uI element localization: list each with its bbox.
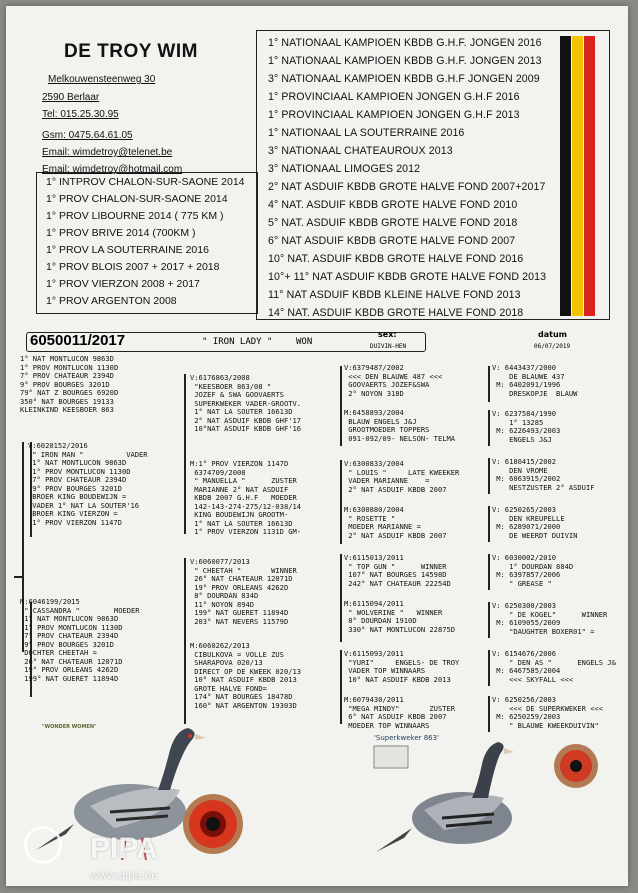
owner-email-2: Email: wimdetroy@hotmail.com [42,164,183,175]
right-result: 10°+ 11° NAT ASDUIF KBDB GROTE HALVE FOND 2013 [268,271,547,283]
owner-name: DE TROY WIM [64,41,198,62]
ring-number: 6050011/2017 [30,332,126,349]
left-result: 1° PROV BLOIS 2007 + 2017 + 2018 [46,261,220,273]
pipa-logo-icon [24,826,62,864]
tree-line [488,366,490,402]
dam-of-sire: M:1° PROV VIERZON 1147D 6374709/2008 " MANUELLA " ZUSTER MARIANNE 2° NAT ASDUIF KBDB 2007 G.H.F MOEDER 142-143-274-275/12-038/14 KING BOUDEWIJN GROOTM- 1° NAT LA SOUTER 16613D 1° PROV VIERZON 1131D GM- [190,459,302,536]
right-result: 3° NATIONAAL KAMPIOEN KBDB G.H.F JONGEN 2009 [268,73,540,85]
gen3-4: M:6300880/2004 " ROSETTE " MOEDER MARIANNE = 2° NAT ASDUIF KBDB 2007 [344,505,447,540]
flag-stripe-black [560,36,571,316]
gen4-3: V: 6180415/2002 DEN VROME M: 6063915/2002 NESTZUSTER 2° ASDUIF [492,457,595,492]
left-result: 1° PROV LIBOURNE 2014 ( 775 KM ) [46,210,224,222]
flag-stripe-red [584,36,595,316]
gen3-1: V:6379487/2002 <<< DEN BLAUWE 487 <<< GOOVAERTS JOZEF&SWA 2° NOYON 318D [344,363,443,398]
left-result: 1° PROV ARGENTON 2008 [46,295,177,307]
gen3-8: M:6079430/2011 "MEGA MINDY" ZUSTER 6° NAT ASDUIF KBDB 2007 MOEDER TOP WINNAARS [344,695,456,730]
right-result: 5° NAT. ASDUIF KBDB GROTE HALVE FOND 2018 [268,217,518,229]
tree-line [14,576,24,578]
tree-line [488,650,490,686]
right-result: 1° NATIONAAL KAMPIOEN KBDB G.H.F. JONGEN 2013 [268,55,542,67]
gen4-2: V: 6237584/1990 1° 13285 M: 6226493/2003 ENGELS J&J [492,409,561,444]
dam-of-dam: M:6060262/2013 CIBULKOVA = VOLLE ZUS SHARAPOVA 020/13 DIRECT OP DE KWEEK 020/13 10° NAT ASDUIF KBDB 2013 GROTE HALVE FOND= 174° NAT BOURGES 18478D 160° NAT ARGENTON 19303D [190,641,302,710]
left-result: 1° PROV CHALON-SUR-SAONE 2014 [46,193,228,205]
owner-gsm: Gsm: 0475.64.61.05 [42,130,133,141]
gen4-1: V: 6443437/2000 DE BLAUWE 437 M: 6402091/1996 DRESKOPJE BLAUW [492,363,578,398]
right-result: 1° NATIONAAL LA SOUTERRAINE 2016 [268,127,465,139]
left-result: 1° PROV LA SOUTERRAINE 2016 [46,244,209,256]
left-result: 1° PROV VIERZON 2008 + 2017 [46,278,200,290]
owner-email-1: Email: wimdetroy@telenet.be [42,147,173,158]
owner-address: Melkouwensteenweg 30 [48,74,156,85]
right-result: 14° NAT. ASDUIF KBDB GROTE HALVE FOND 2018 [268,307,524,319]
sire: V:6020152/2016 " IRON MAN " VADER 1° NAT MONTLUCON 9863D 1° PROV MONTLUCON 1130D 7° PROV CHATEAUR 2394D 9° PROV BOURGES 3201D BROER KING BOUDEWIJN = VADER 1° NAT LA SOUTER'16 BROER KING VIERZON = 1° PROV VIERZON 1147D [28,441,148,527]
tree-line [488,410,490,446]
flag-stripe-yellow [572,36,583,316]
right-result: 3° NATIONAAL LIMOGES 2012 [268,163,421,175]
subject-results: 1° NAT MONTLUCON 9863D 1° PROV MONTLUCON 1130D 7° PROV CHATEAUR 2394D 9° PROV BOURGES 3201D 79° NAT Z BOURGES 6920D 350° NAT BOURGES 19133 KLEINKIND KEESBOER 863 [20,354,119,414]
tree-line [488,554,490,590]
right-result: 10° NAT. ASDUIF KBDB GROTE HALVE FOND 2016 [268,253,524,265]
right-result: 11° NAT ASDUIF KBDB KLEINE HALVE FOND 2013 [268,289,521,301]
pigeon-illustration [358,728,618,873]
left-result: 1° INTPROV CHALON-SUR-SAONE 2014 [46,176,245,188]
pedigree-sheet [6,6,628,886]
date-value: 06/07/2019 [534,343,571,350]
gen4-8: V: 6250256/2003 <<< DE SUPERKWEKER <<< M: 6250259/2003 " BLAUWE KWEEKDUIVIN" [492,695,604,730]
gen3-2: M:6458893/2004 BLAUW ENGELS J&J GROOTMOEDER TOPPERS 091-092/09- NELSON- TELMA [344,408,456,443]
gen3-5: V:6115013/2011 " TOP GUN " WINNER 107° NAT BOURGES 14598D 242° NAT CHATEAUR 22254D [344,553,451,588]
sire-of-dam: V:6060077/2013 " CHEETAH " WINNER 26° NAT CHATEAUR 12071D 19° PROV ORLEANS 4262D 8° DOURDAN 834D 11° NOYON 894D 199° NAT GUERET 11894D 203° NAT NEVERS 11579D [190,557,297,626]
left-result: 1° PROV BRIVE 2014 (700KM ) [46,227,196,239]
gen3-6: M:6115094/2011 " WOLVERINE " WINNER 8° DOURDAN 1910D 330° NAT MONTLUCON 22875D [344,599,456,634]
tree-line [340,554,342,642]
right-result: 4° NAT. ASDUIF KBDB GROTE HALVE FOND 2010 [268,199,518,211]
tree-line [340,650,342,724]
tree-line [488,506,490,542]
tree-line [488,458,490,494]
photo-right [358,728,618,873]
right-result: 2° NAT ASDUIF KBDB GROTE HALVE FOND 2007+2017 [268,181,546,193]
watermark-text: PIPA [90,832,158,865]
gen4-7: V: 6154676/2006 " DEN AS " ENGELS J& M: 6467585/2004 <<< SKYFALL <<< [492,649,616,684]
tree-line [340,460,342,544]
sex-value: DUIVIN-HEN [370,343,407,350]
gen4-4: V: 6250265/2003 DEN KREUPELLE M: 6289071/2000 DE WEERDT DUIVIN [492,505,578,540]
sex-label: sex: [378,330,397,339]
photo-right-caption: 'Superkweker 863' [374,734,440,742]
tree-line [184,374,186,534]
right-result: 1° PROVINCIAAL KAMPIOEN JONGEN G.H.F 2013 [268,109,520,121]
photo-left-caption: "WONDER WOMEN" [42,724,97,730]
gen3-7: V:6115093/2011 "YURI" ENGELS- DE TROY VADER TOP WINNAARS 10° NAT ASDUIF KBDB 2013 [344,649,460,684]
right-result: 1° NATIONAAL KAMPIOEN KBDB G.H.F. JONGEN 2016 [268,37,542,49]
tree-line [340,366,342,446]
gen4-5: V: 6030002/2010 1° DOURDAN 884D M: 6397857/2006 " GREASE " [492,553,574,588]
owner-label: WON [296,337,313,347]
pigeon-name: " IRON LADY " [202,337,273,347]
gen4-6: V: 6250300/2003 " DE KOGEL" WINNER M: 6109055/2009 "DAUGHTER BOXER01" = [492,601,608,636]
owner-tel: Tel: 015.25.30.95 [42,109,119,120]
right-result: 3° NATIONAAL CHATEAUROUX 2013 [268,145,453,157]
gen3-3: V:6300833/2004 " LOUIS " LATE KWEEKER VADER MARIANNE = 2° NAT ASDUIF KBDB 2007 [344,459,460,494]
watermark-url: www.pipa.be [90,868,159,882]
right-result: 6° NAT ASDUIF KBDB GROTE HALVE FOND 2007 [268,235,516,247]
sire-of-sire: V:6176863/2008 "KEESBOER 863/08 " JOZEF & SWA GOOVAERTS SUPERKWEKER VADER-GROOTV. 1° NAT LA SOUTER 16613D 2° NAT ASDUIF KBDB GHF'17 10°NAT ASDUIF KBDB GHF'16 [190,373,302,433]
dam: M:6046199/2015 " CASSANDRA " MOEDER 1° NAT MONTLUCON 9863D 1° PROV MONTLUCON 1130D 7° PROV CHATEAUR 2394D 9° PROV BOURGES 3201D DOCHTER CHEETAH = 26° NAT CHATEAUR 12071D 19° PROV ORLEANS 4262D 199° NAT GUERET 11894D [20,597,140,683]
tree-line [488,696,490,732]
right-result: 1° PROVINCIAAL KAMPIOEN JONGEN G.H.F 2016 [268,91,520,103]
date-label: datum [538,330,567,339]
tree-line [184,558,186,724]
tree-line [488,602,490,638]
owner-city: 2590 Berlaar [42,92,100,103]
